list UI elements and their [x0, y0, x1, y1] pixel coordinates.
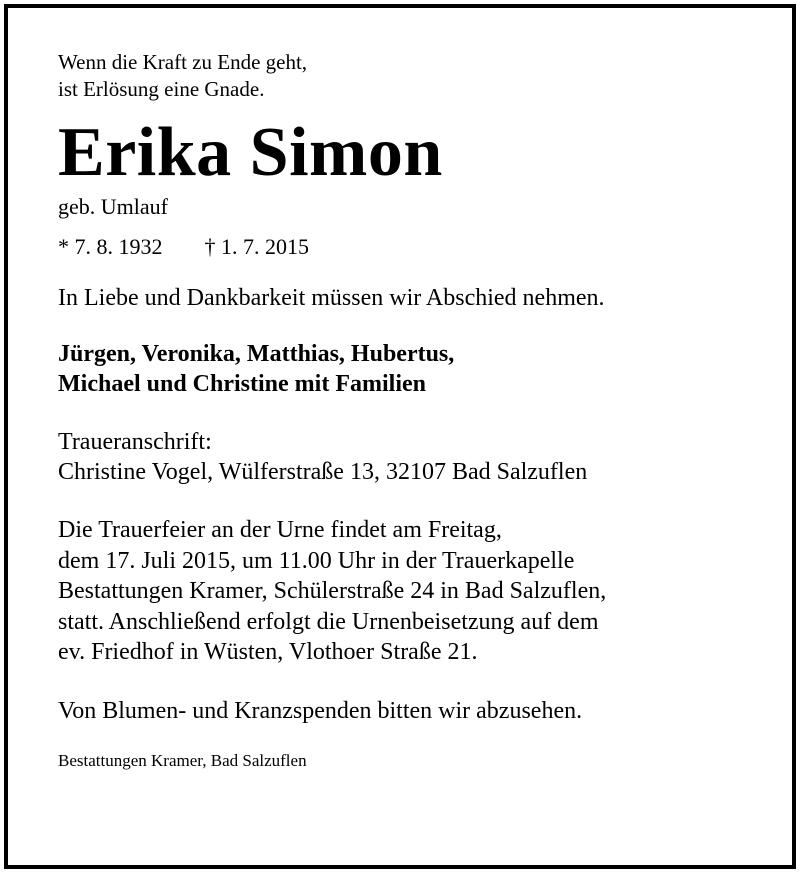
obituary-content [58, 49, 758, 772]
farewell-intro: In Liebe und Dankbarkeit müssen wir Abschied nehmen. [58, 285, 605, 311]
ceremony-line-3: Bestattungen Kramer, Schülerstraße 24 in Bad Salzuflen, [58, 578, 607, 604]
address-label: Traueranschrift: [58, 429, 212, 455]
motto [58, 49, 758, 103]
motto-line-1: Wenn die Kraft zu Ende geht, [58, 50, 308, 74]
maiden-name: geb. Umlauf [58, 194, 168, 219]
life-dates [58, 233, 758, 261]
mourners [58, 339, 758, 399]
ceremony-line-2: dem 17. Juli 2015, um 11.00 Uhr in der Trauerkapelle [58, 547, 575, 574]
mourners-line-1: Jürgen, Veronika, Matthias, Hubertus, [58, 341, 455, 367]
birth-date: * 7. 8. 1932 [58, 234, 163, 259]
ceremony-line-5: ev. Friedhof in Wüsten, Vlothoer Straße 21. [58, 639, 478, 665]
mourners-line-2: Michael und Christine mit Familien [58, 371, 426, 397]
mourning-address [58, 427, 758, 487]
death-date: † 1. 7. 2015 [204, 234, 309, 259]
ceremony-line-4: statt. Anschließend erfolgt die Urnenbeisetzung auf dem [58, 608, 599, 635]
address-value: Christine Vogel, Wülferstraße 13, 32107 Bad Salzuflen [58, 459, 588, 485]
motto-line-2: ist Erlösung eine Gnade. [58, 77, 265, 101]
undertaker-credit: Bestattungen Kramer, Bad Salzuflen [58, 750, 307, 770]
ceremony-details [58, 515, 758, 668]
deceased-name: Erika Simon [58, 114, 443, 191]
flowers-note: Von Blumen- und Kranzspenden bitten wir abzusehen. [58, 697, 583, 724]
ceremony-line-1: Die Trauerfeier an der Urne findet am Freitag, [58, 517, 502, 543]
